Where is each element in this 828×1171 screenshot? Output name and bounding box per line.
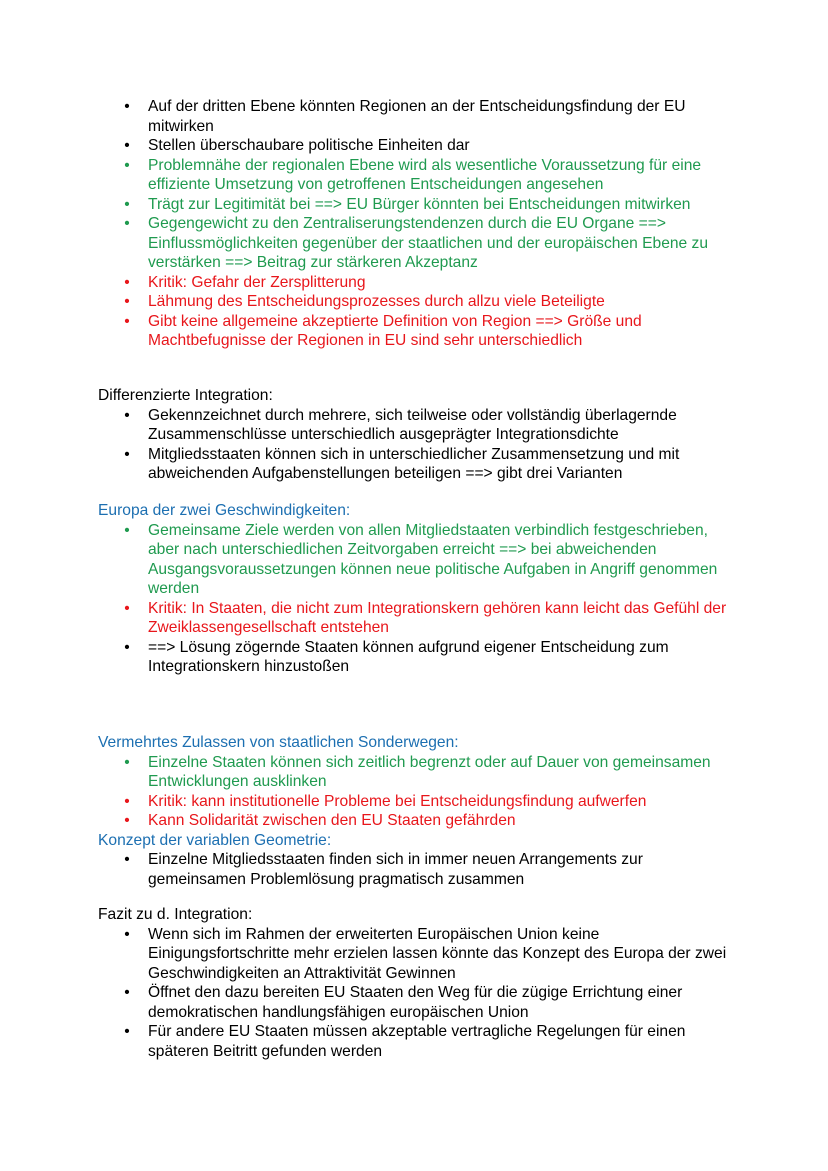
list-item: • Gibt keine allgemeine akzeptierte Definition von Region ==> Größe und Machtbefugnisse der Regionen in EU sind sehr unterschiedlich: [148, 312, 738, 351]
regions-section: [98, 97, 738, 351]
bullet-icon: •: [124, 273, 130, 291]
list-item: • Einzelne Mitgliedsstaaten finden sich in immer neuen Arrangements zur gemeinsamen Problemlösung pragmatisch zusammen: [148, 850, 738, 889]
list-item: • Lähmung des Entscheidungsprozesses durch allzu viele Beteiligte: [148, 292, 738, 312]
bullet-icon: •: [124, 312, 130, 330]
bullet-icon: •: [124, 156, 130, 174]
list-item: • Kritik: kann institutionelle Probleme bei Entscheidungsfindung aufwerfen: [148, 792, 738, 812]
list-item: • Kritik: Gefahr der Zersplitterung: [148, 273, 738, 293]
special-paths-list: [98, 753, 738, 831]
diff-integration-heading: Differenzierte Integration:: [98, 387, 273, 404]
list-item: • ==> Lösung zögernde Staaten können aufgrund eigener Entscheidung zum Integrationskern hinzustoßen: [148, 638, 738, 677]
list-item: • Kritik: In Staaten, die nicht zum Integrationskern gehören kann leicht das Gefühl der Zweiklassengesellschaft entstehen: [148, 599, 738, 638]
bullet-icon: •: [124, 1023, 130, 1040]
bullet-icon: •: [124, 925, 130, 943]
list-item: • Stellen überschaubare politische Einheiten dar: [148, 136, 738, 156]
list-item: • Für andere EU Staaten müssen akzeptable vertragliche Regelungen für einen späteren Beitritt gefunden werden: [148, 1022, 738, 1061]
list-item: • Trägt zur Legitimität bei ==> EU Bürger könnten bei Entscheidungen mitwirken: [148, 195, 738, 215]
special-paths-section: [98, 733, 738, 889]
bullet-icon: •: [124, 98, 130, 115]
bullet-icon: •: [124, 137, 130, 154]
bullet-icon: •: [124, 812, 130, 829]
list-item: • Öffnet den dazu bereiten EU Staaten den Weg für die zügige Errichtung einer demokratischen handlungsfähigen europäischen Union: [148, 983, 738, 1022]
diff-integration-section: [98, 386, 738, 484]
bullet-icon: •: [124, 195, 130, 213]
variable-geometry-heading: Konzept der variablen Geometrie:: [98, 831, 332, 849]
regions-list: [98, 97, 738, 351]
list-item: • Mitgliedsstaaten können sich in unterschiedlicher Zusammensetzung und mit abweichenden Aufgabenstellungen beteiligen ==> gibt drei Varianten: [148, 445, 738, 484]
bullet-icon: •: [124, 406, 130, 424]
list-item: • Gegengewicht zu den Zentraliserungstendenzen durch die EU Organe ==> Einflussmöglichkeiten gegenüber der staatlichen und der europäischen Ebene zu verstärken ==> Beitrag zur stärkeren Akzeptanz: [148, 214, 738, 273]
bullet-icon: •: [124, 521, 130, 539]
bullet-icon: •: [124, 984, 130, 1001]
conclusion-list: [98, 925, 738, 1062]
conclusion-section: [98, 905, 738, 1061]
list-item: • Einzelne Staaten können sich zeitlich begrenzt oder auf Dauer von gemeinsamen Entwicklungen ausklinken: [148, 753, 738, 792]
conclusion-heading: Fazit zu d. Integration:: [98, 906, 253, 923]
bullet-icon: •: [124, 638, 130, 656]
list-item: • Gekennzeichnet durch mehrere, sich teilweise oder vollständig überlagernde Zusammenschlüsse unterschiedlich ausgeprägter Integrationsdichte: [148, 406, 738, 445]
two-speeds-heading: Europa der zwei Geschwindigkeiten:: [98, 502, 351, 519]
list-item: • Auf der dritten Ebene könnten Regionen an der Entscheidungsfindung der EU mitwirken: [148, 97, 738, 136]
special-paths-heading: Vermehrtes Zulassen von staatlichen Sonderwegen:: [98, 734, 459, 751]
bullet-icon: •: [124, 753, 130, 771]
list-item: • Wenn sich im Rahmen der erweiterten Europäischen Union keine Einigungsfortschritte mehr erzielen lassen könnte das Konzept des Europa der zwei Geschwindigkeiten an Attraktivität Gewinnen: [148, 925, 738, 984]
two-speeds-list: [98, 521, 738, 677]
bullet-icon: •: [124, 215, 130, 232]
bullet-icon: •: [124, 599, 130, 617]
bullet-icon: •: [124, 293, 130, 310]
variable-geometry-list: [98, 850, 738, 889]
list-item: • Kann Solidarität zwischen den EU Staaten gefährden: [148, 811, 738, 831]
bullet-icon: •: [124, 445, 130, 463]
bullet-icon: •: [124, 792, 130, 810]
list-item: • Gemeinsame Ziele werden von allen Mitgliedstaaten verbindlich festgeschrieben, aber nach unterschiedlichen Zeitvorgaben erreicht ==> bei abweichenden Ausgangsvoraussetzungen können neue politische Aufgaben in Angriff genommen werden: [148, 521, 738, 599]
list-item: • Problemnähe der regionalen Ebene wird als wesentliche Voraussetzung für eine effiziente Umsetzung von getroffenen Entscheidungen angesehen: [148, 156, 738, 195]
bullet-icon: •: [124, 851, 130, 868]
diff-integration-list: [98, 406, 738, 484]
two-speeds-section: [98, 501, 738, 677]
